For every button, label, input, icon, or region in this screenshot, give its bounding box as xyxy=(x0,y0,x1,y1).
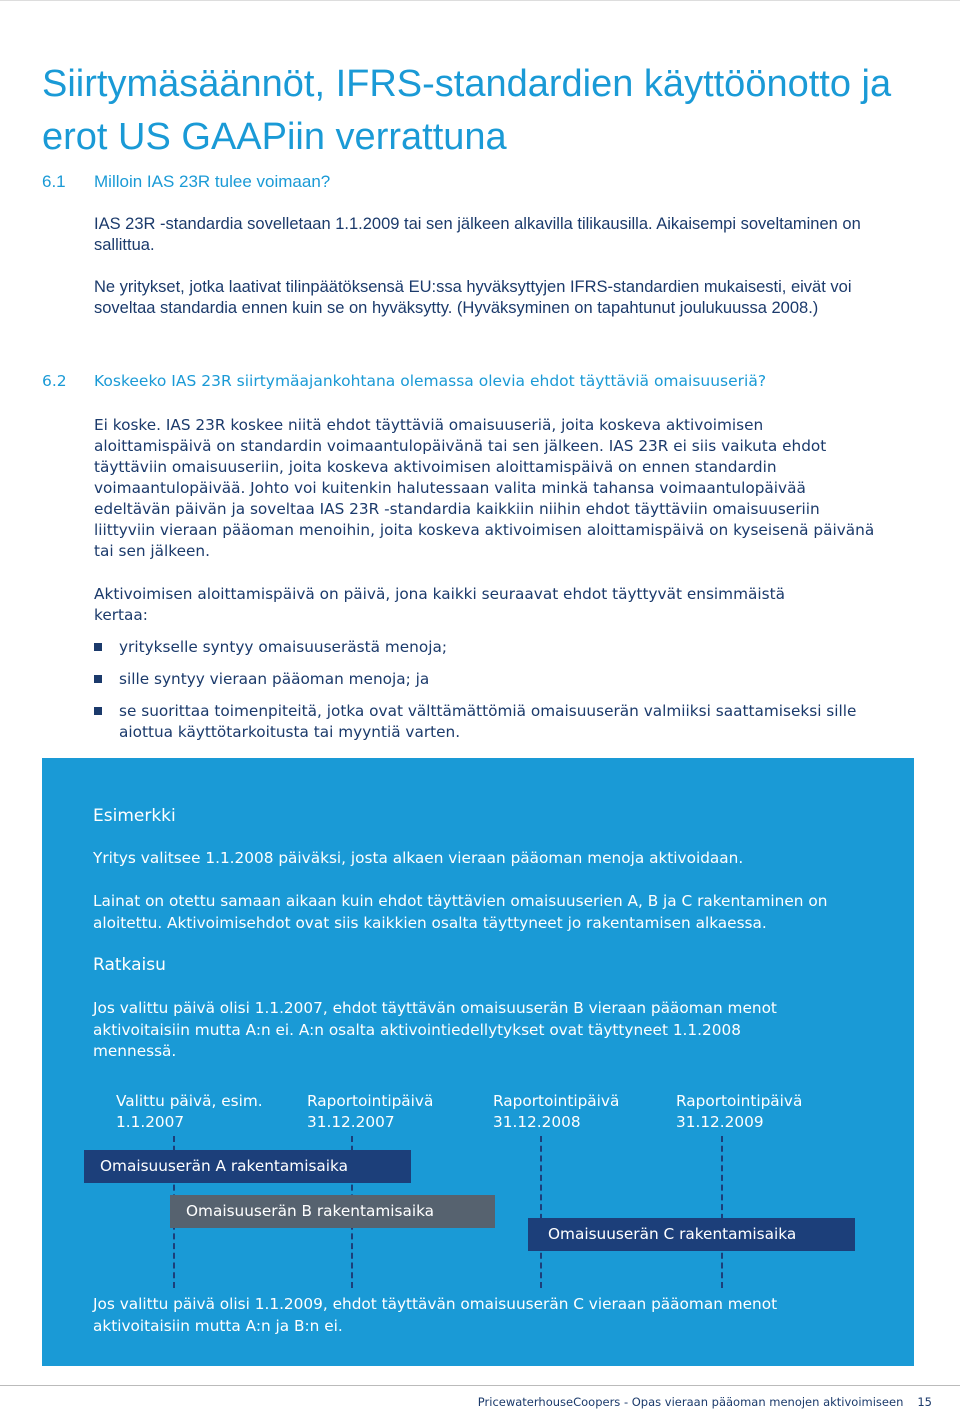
timeline-label-title: Raportointipäivä xyxy=(307,1092,434,1110)
list-item-text: se suorittaa toimenpiteitä, jotka ovat välttämättömiä omaisuuserän valmiiksi saattamiseksi sille aiottua käyttötarkoitusta tai myyntiä varten. xyxy=(119,702,857,741)
timeline-label-date: 1.1.2007 xyxy=(116,1113,185,1131)
solution-heading: Ratkaisu xyxy=(93,955,166,975)
construction-bar-c: Omaisuuserän C rakentamisaika xyxy=(528,1218,855,1251)
timeline-label-date: 31.12.2009 xyxy=(676,1113,764,1131)
top-rule xyxy=(0,0,960,1)
timeline-label-title: Raportointipäivä xyxy=(493,1092,620,1110)
solution-paragraph: Jos valittu päivä olisi 1.1.2007, ehdot täyttävän omaisuuserän B vieraan pääoman menot aktivoitaisiin mutta A:n ei. A:n osalta aktivointiedellytykset ovat täyttyneet 1.1.2008 mennessä. xyxy=(93,999,777,1060)
footer-rule xyxy=(0,1385,960,1386)
list-item-text: yritykselle syntyy omaisuuserästä menoja; xyxy=(119,638,447,656)
example-heading: Esimerkki xyxy=(93,806,176,826)
bullet-square-icon xyxy=(94,707,102,715)
timeline-marker-line xyxy=(721,1136,723,1288)
list-item-text: sille syntyy vieraan pääoman menoja; ja xyxy=(119,670,430,688)
section-question: Milloin IAS 23R tulee voimaan? xyxy=(94,172,331,191)
timeline-label-title: Valittu päivä, esim. xyxy=(116,1092,263,1110)
construction-bar-a: Omaisuuserän A rakentamisaika xyxy=(84,1150,411,1183)
paragraph: Ne yritykset, jotka laativat tilinpäätöksensä EU:ssa hyväksyttyjen IFRS-standardien mukaisesti, eivät voi soveltaa standardia ennen kuin se on hyväksytty. (Hyväksyminen on tapahtunut joulukuussa 2008.) xyxy=(94,278,852,317)
timeline-label xyxy=(307,1091,433,1133)
timeline-label xyxy=(676,1091,802,1133)
section-number: 6.2 xyxy=(42,372,67,390)
paragraph: Aktivoimisen aloittamispäivä on päivä, jona kaikki seuraavat ehdot täyttyvät ensimmäistä kertaa: xyxy=(94,585,785,624)
paragraph: IAS 23R -standardia sovelletaan 1.1.2009 tai sen jälkeen alkavilla tilikausilla. Aikaisempi soveltaminen on sallittua. xyxy=(94,215,861,254)
timeline-label-title: Raportointipäivä xyxy=(676,1092,803,1110)
paragraph: Ei koske. IAS 23R koskee niitä ehdot täyttäviä omaisuuseriä, joita koskeva aktivoimisen aloittamispäivä on standardin voimaantulopäivänä tai sen jälkeen. IAS 23R ei siis vaikuta ehdot täyttäviin omaisuuseriin, joita koskeva aktivoimisen aloittamispäivä on ennen standardin voimaantulopäivää. Johto voi kuitenkin halutessaan valita minkä tahansa voimaantulopäivää edeltävän päivän ja soveltaa IAS 23R -standardia kaikkiin niihin ehdot täyttäviin omaisuuseriin liittyviin vieraan pääoman menoihin, joita koskeva aktivoimisen aloittamispäivä on kyseisenä päivänä tai sen jälkeen. xyxy=(94,416,875,560)
section-question: Koskeeko IAS 23R siirtymäajankohtana olemassa olevia ehdot täyttäviä omaisuuseriä? xyxy=(94,372,767,390)
timeline-label xyxy=(493,1091,619,1133)
footer xyxy=(478,1395,932,1409)
example-paragraph: Yritys valitsee 1.1.2008 päiväksi, josta alkaen vieraan pääoman menoja aktivoidaan. xyxy=(93,849,744,867)
timeline-label-date: 31.12.2008 xyxy=(493,1113,581,1131)
timeline-label-date: 31.12.2007 xyxy=(307,1113,395,1131)
page-number: 15 xyxy=(917,1395,932,1409)
page-title: Siirtymäsäännöt, IFRS-standardien käyttöönotto ja erot US GAAPiin verrattuna xyxy=(42,63,892,158)
solution-paragraph: Jos valittu päivä olisi 1.1.2009, ehdot täyttävän omaisuuserän C vieraan pääoman menot aktivoitaisiin mutta A:n ja B:n ei. xyxy=(93,1295,778,1335)
example-paragraph: Lainat on otettu samaan aikaan kuin ehdot täyttävien omaisuuserien A, B ja C rakentaminen on aloitettu. Aktivoimisehdot ovat siis kaikkien osalta täyttyneet jo rakentamisen alkaessa. xyxy=(93,892,828,932)
timeline-marker-line xyxy=(540,1136,542,1288)
bullet-square-icon xyxy=(94,643,102,651)
section-number: 6.1 xyxy=(42,172,66,191)
footer-text: PricewaterhouseCoopers - Opas vieraan pääoman menojen aktivoimiseen xyxy=(477,1395,904,1409)
construction-bar-b: Omaisuuserän B rakentamisaika xyxy=(170,1195,495,1228)
bullet-square-icon xyxy=(94,675,102,683)
timeline-label xyxy=(116,1091,263,1133)
